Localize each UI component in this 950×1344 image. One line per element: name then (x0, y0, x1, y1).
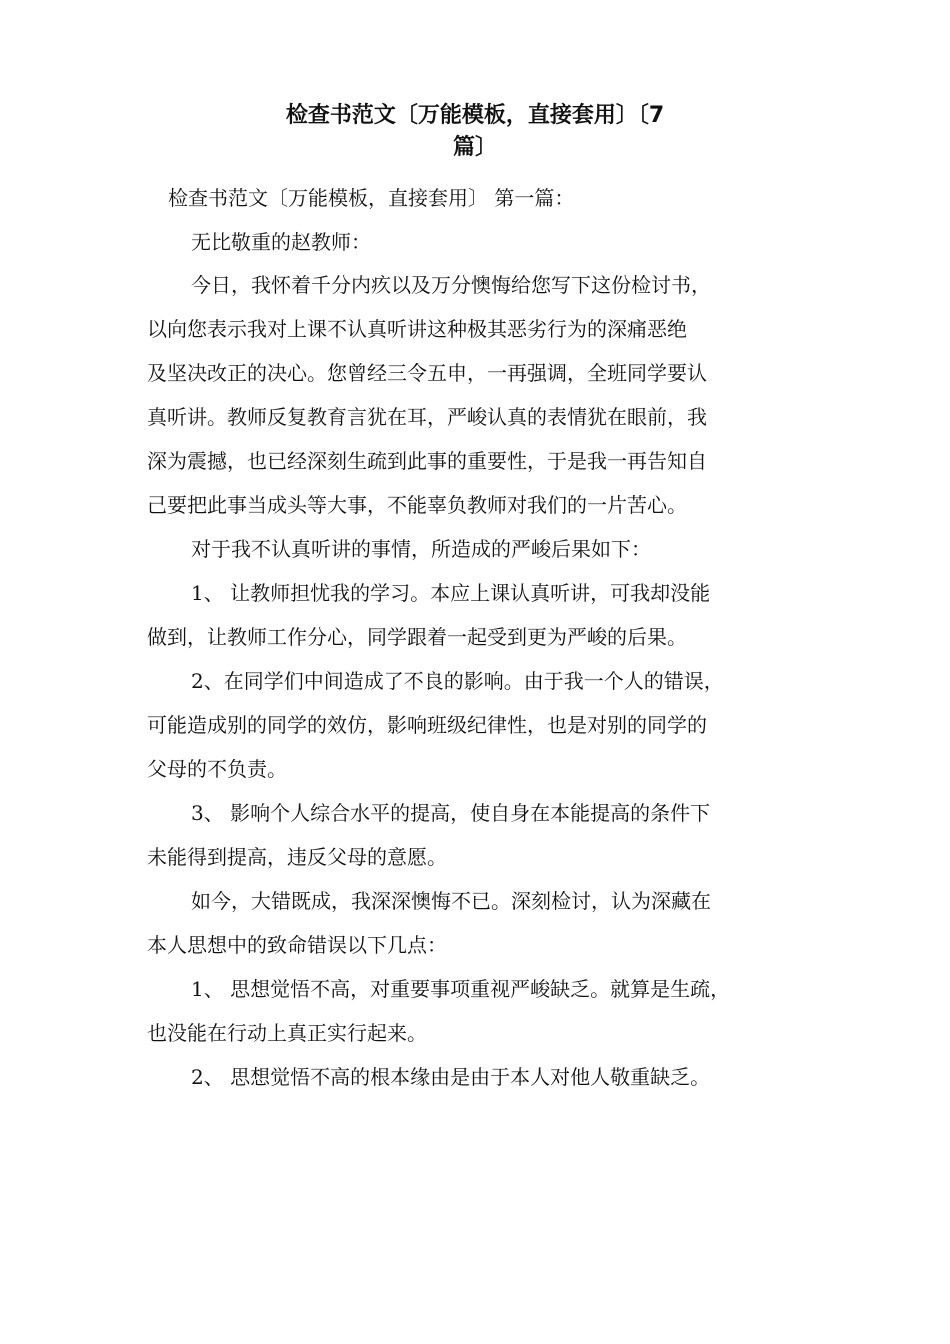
paragraph-line: 真听讲。教师反复教育言犹在耳，严峻认真的表情犹在眼前，我 (147, 405, 707, 429)
list-item-line: 3、 影响个人综合水平的提高，使自身在本能提高的条件下 (191, 801, 711, 825)
paragraph-line: 深为震撼，也已经深刻生疏到此事的重要性，于是我一再告知自 (147, 449, 707, 473)
paragraph-line: 对于我不认真听讲的事情，所造成的严峻后果如下： (191, 537, 651, 561)
section-heading: 检查书范文〔万能模板，直接套用〕 第一篇： (168, 186, 575, 210)
list-item-line: 父母的不负责。 (147, 757, 287, 781)
list-item-line: 1、 思想觉悟不高，对重要事项重视严峻缺乏。就算是生疏， (191, 977, 731, 1001)
paragraph-line: 如今，大错既成，我深深懊悔不已。深刻检讨，认为深藏在 (191, 889, 711, 913)
title-line-1: 检查书范文〔万能模板，直接套用〕〔7 (285, 103, 665, 128)
title-line-2: 篇〕 (452, 135, 497, 160)
list-item-line: 可能造成别的同学的效仿，影响班级纪律性，也是对别的同学的 (147, 713, 707, 737)
document-title (150, 100, 800, 164)
list-item-line: 未能得到提高，违反父母的意愿。 (147, 845, 447, 869)
list-item-line: 1、 让教师担忧我的学习。本应上课认真听讲，可我却没能 (191, 581, 711, 605)
list-item-line: 2、在同学们中间造成了不良的影响。由于我一个人的错误， (191, 669, 724, 693)
paragraph-line: 及坚决改正的决心。您曾经三令五申，一再强调，全班同学要认 (147, 361, 707, 385)
list-item-line: 2、 思想觉悟不高的根本缘由是由于本人对他人敬重缺乏。 (191, 1065, 711, 1089)
paragraph-line: 己要把此事当成头等大事，不能辜负教师对我们的一片苦心。 (147, 493, 687, 517)
list-item-line: 也没能在行动上真正实行起来。 (147, 1021, 427, 1045)
paragraph-line: 本人思想中的致命错误以下几点： (147, 933, 447, 957)
list-item-line: 做到，让教师工作分心，同学跟着一起受到更为严峻的后果。 (147, 625, 687, 649)
paragraph-line: 今日，我怀着千分内疚以及万分懊悔给您写下这份检讨书， (191, 273, 711, 297)
paragraph-line: 以向您表示我对上课不认真听讲这种极其恶劣行为的深痛恶绝 (147, 317, 687, 341)
salutation: 无比敬重的赵教师： (191, 230, 371, 254)
